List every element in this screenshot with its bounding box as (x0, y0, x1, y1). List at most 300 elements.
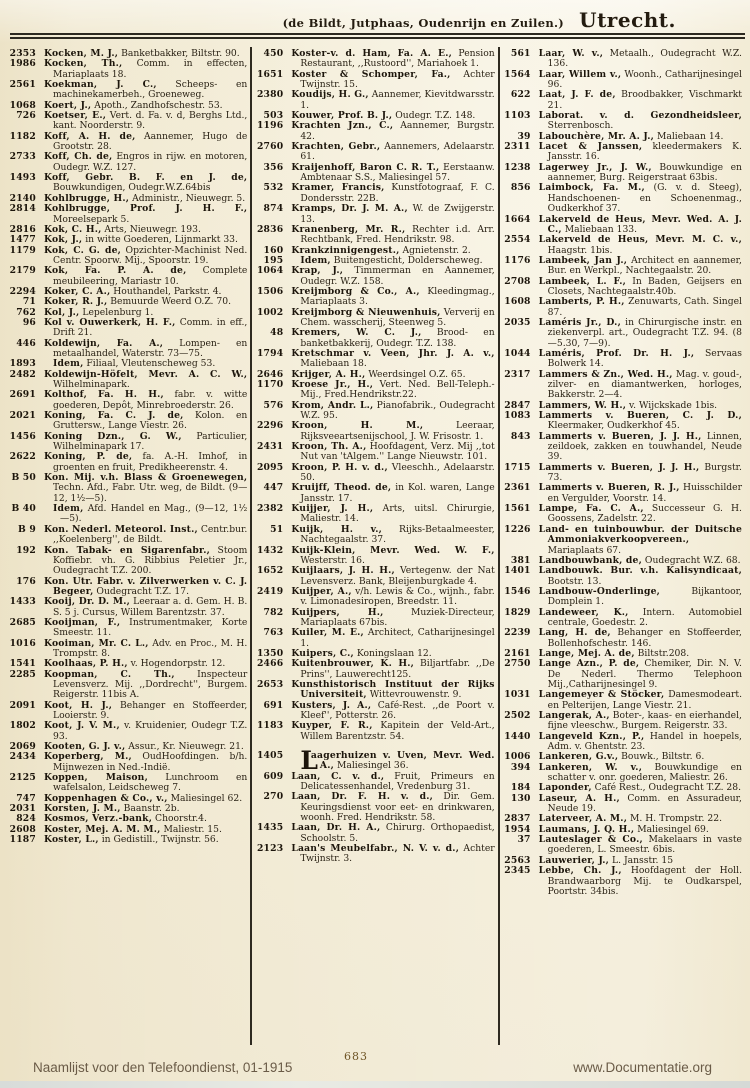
directory-entry (255, 504, 494, 525)
entry-text: Laan, Dr. H. A., Chirurg. Orthopaedist, Schoolstr. 5. (291, 822, 495, 844)
entry-name: Koster-v. d. Ham, Fa. A. E., (291, 48, 452, 59)
entry-name: Laméris Jr., D., (538, 316, 621, 328)
entry-name: Lammers, W. H., (538, 399, 627, 411)
entry-name: Kouwer, Prof. B. J., (291, 110, 393, 122)
entry-number: 2296 (256, 420, 284, 432)
entry-number: 2353 (9, 48, 36, 59)
entry-name: Labouchère, Mr. A. J., (538, 130, 655, 142)
directory-entry (255, 823, 494, 844)
entry-text: Lakerveld de Heus, Mevr. M. C. v., Haagstr. 1bis. (538, 234, 742, 256)
entry-name: Lammers & Zn., Wed. H., (538, 368, 673, 380)
entry-text: Koff, A. H. de, Aannemer, Hugo de Grootstr. 28. (44, 130, 248, 153)
entry-name: Koppen, Maison, (44, 772, 148, 784)
entry-text: Kroon, Th. A., Hoofdagent, Verz. Mij ,,tot Nut van 'tAlgem.'' Lange Nieuwstr. 101. (291, 441, 495, 463)
entry-number: 1561 (504, 503, 531, 515)
entry-text: Kunsthistorisch Instituut der Rijks Universiteit, Wittevrouwenstr. 9. (291, 678, 495, 701)
directory-entry (8, 701, 247, 722)
entry-number: 37 (517, 834, 531, 846)
directory-entry (255, 204, 494, 225)
entry-text: Krap, J., Timmerman en Aannemer, Oudegr. W.Z. 158. (291, 265, 495, 287)
entry-number: 2311 (504, 141, 531, 153)
directory-entry (255, 680, 494, 701)
entry-text: Landbouwbank, de, Oudegracht W.Z. 68. (538, 554, 741, 566)
entry-text: Lagerwey Jr., J. W., Bouwkundige en aannemer, Burg. Reigerstraat 63bis. (538, 161, 742, 184)
directory-entry (503, 483, 742, 504)
entry-number: 2561 (9, 79, 36, 91)
entry-text: Laat, J. F. de, Broodbakker, Vischmarkt 21. (538, 89, 742, 111)
directory-entry (255, 546, 494, 567)
directory-entry (503, 90, 742, 111)
directory-entry (503, 659, 742, 690)
entry-name: Laan, C. v. d., (291, 770, 385, 782)
entry-text: Lakerveld de Heus, Mevr. Wed. A. J. C., Maliebaan 133. (538, 213, 742, 235)
entry-number: 39 (517, 130, 531, 142)
entry-number: 1103 (504, 110, 531, 122)
entry-number: 1006 (504, 751, 531, 763)
entry-text: Kuijk, H. v., Rijks-Betaalmeester, Nachtegaalstr. 37. (291, 523, 495, 546)
directory-entry (255, 225, 494, 246)
entry-name: Laar, Willem v., (538, 68, 622, 80)
directory-entry (503, 256, 742, 277)
entry-text: Kohlbrugge, H., Administr., Nieuwegr. 5. (44, 192, 246, 204)
directory-column-3 (498, 47, 745, 1045)
directory-entry (503, 835, 742, 856)
entry-number: 1433 (9, 596, 36, 608)
entry-name: Langemeyer & Stöcker, (538, 689, 665, 701)
entry-number: 1493 (9, 172, 36, 184)
section-dropcap: L (300, 746, 318, 776)
directory-entry (503, 504, 742, 525)
entry-text: Kol v. Ouwerkerk, H. F., Comm. in eff., Drift 21. (44, 316, 248, 339)
entry-number: 856 (510, 182, 531, 194)
entry-name: Kuiler, M. E., (291, 627, 364, 639)
directory-entry (255, 483, 494, 504)
entry-number: 1176 (504, 254, 531, 266)
entry-text: Lammers, W. H., v. Wijckskade 1bis. (538, 399, 718, 411)
entry-number: 1893 (9, 358, 36, 370)
page-footer (33, 1056, 712, 1078)
entry-number: 2847 (504, 399, 531, 411)
entry-text: Idem, Afd. Handel en Mag., (9—12, 1½—5). (53, 503, 248, 525)
entry-name: Kohlbrugge, Prof. J. H. F., (44, 203, 248, 215)
entry-name: Kosmos, Verz.-bank, (44, 813, 153, 825)
directory-column-1 (8, 47, 250, 1045)
directory-entry (503, 711, 742, 732)
page-header (0, 8, 676, 32)
entry-name: Koning Dzn., G. W., (44, 430, 182, 442)
entry-text: Koster, Mej. A. M. M., Maliestr. 15. (44, 823, 222, 835)
entry-number: 1986 (9, 58, 36, 70)
entry-number: 2140 (9, 192, 36, 204)
entry-name: Kroon, H. M., (291, 420, 424, 432)
entry-number: 1440 (504, 730, 531, 742)
directory-entry (255, 844, 494, 865)
entry-number: 2708 (504, 275, 531, 287)
entry-text: Lamberts, P. H., Zenuwarts, Cath. Singel 87. (538, 296, 742, 318)
entry-text: Koldewijn, Fa. A., Lompen- en metaalhandel, Waterstr. 73—75. (44, 337, 248, 359)
entry-name: Laar, W. v., (538, 48, 604, 59)
entry-name: Laterveer, A. M., (538, 813, 628, 825)
entry-number: 691 (263, 699, 284, 711)
directory-column-2 (250, 47, 497, 1045)
entry-number: 176 (16, 575, 36, 587)
directory-entry (8, 670, 247, 701)
entry-text: Kroon, H. M., Leeraar, Rijksveeartsenijschool, J. W. Frisostr. 1. (291, 420, 495, 442)
footer-source-label: Naamlijst voor den Telefoondienst, 01-1915 (33, 1059, 293, 1075)
entry-text: Kuijk-Klein, Mevr. Wed. W. F., Westerstr. 16. (291, 544, 495, 566)
entry-name: Laan's Meubelfabr., N. V. v. d., (291, 843, 460, 855)
directory-entry (8, 246, 247, 267)
entry-number: 2434 (9, 751, 36, 763)
entry-number: 71 (22, 296, 36, 308)
directory-entry (503, 794, 742, 815)
entry-text: Kooijman, F., Instrumentmaker, Korte Smeestr. 11. (44, 616, 248, 639)
entry-name: Krachten, Gebr., (291, 141, 381, 153)
entry-number: 2685 (9, 616, 36, 628)
entry-text: Koekman, J. C., Scheeps- en machinekamerbeh., Groeneweg. (44, 79, 248, 101)
entry-text: Koppenhagen & Co., v., Maliesingel 62. (44, 792, 243, 804)
entry-text: Lebbe, Ch. J., Hoofdagent der Holl. Brandwaarborg Mij. te Oudkarspel, Poortstr. 34bis. (538, 865, 742, 897)
entry-text: Lacet & Janssen, kleedermakers K. Jansstr. 16. (538, 141, 742, 163)
entry-number: 1031 (504, 689, 531, 701)
entry-text: Laar, W. v., Metaalh., Oudegracht W.Z. 136. (538, 48, 742, 70)
entry-text: Koker, R. J., Bemuurde Weerd O.Z. 70. (44, 296, 231, 308)
directory-entry (255, 587, 494, 608)
entry-name: Lakerveld de Heus, Mevr. M. C. v., (538, 234, 742, 246)
entry-text: Kol, J., Lepelenburg 1. (44, 306, 154, 318)
entry-number: 2239 (504, 627, 531, 639)
directory-entry (503, 70, 742, 91)
entry-text: Kon. Utr. Fabr. v. Zilverwerken v. C. J. Begeer, Oudegracht T.Z. 17. (44, 575, 248, 597)
entry-text: Lange Azn., P. de, Chemiker, Dir. N. V. De Nederl. Thermo Telephoon Mij.,Catharijnesingel 9. (538, 658, 742, 690)
entry-name: Kuijpers, H., (291, 606, 384, 618)
entry-number: 2317 (504, 368, 531, 380)
entry-name: Kusters, J. A., (291, 699, 372, 711)
entry-number: 2161 (504, 647, 531, 659)
entry-number: 195 (263, 254, 284, 266)
entry-number: B 50 (11, 472, 36, 484)
entry-text: Landbouwk. Bur. v.h. Kalisyndicaat, Bootstr. 13. (538, 565, 742, 587)
directory-entry (255, 421, 494, 442)
entry-name: Land- en tuinbouwbur. der Duitsche Ammoniakverkoopvereen., (538, 523, 742, 546)
entry-number: 824 (16, 813, 36, 825)
entry-name: Kroon, Th. A., (291, 441, 367, 453)
entry-number: 576 (263, 399, 284, 411)
directory-entry (255, 308, 494, 329)
entry-name: Kocken, Th., (44, 58, 123, 70)
entry-number: 2031 (9, 803, 36, 815)
entry-text: Kocken, Th., Comm. in effecten, Mariaplaats 18. (44, 58, 248, 80)
entry-text: Kooten, G. J. v., Assur., Kr. Nieuwegr. 21. (44, 741, 244, 753)
entry-name: Koetser, E., (44, 110, 107, 122)
directory-entry (503, 525, 742, 556)
entry-number: 1016 (9, 637, 36, 649)
entry-text: Lammerts v. Bueren, R. J., Huisschilder en Vergulder, Voorstr. 14. (538, 482, 742, 504)
entry-number: 1652 (256, 565, 284, 577)
entry-text: Kuijlaars, J. H. H., Vertegenw. der Nat Levensverz. Bank, Bleijenburgkade 4. (291, 565, 495, 587)
directory-entry (255, 463, 494, 484)
entry-text: Lammerts v. Bueren, C. J. D., Kleermaker, Oudkerkhof 45. (538, 410, 742, 432)
directory-entry (503, 587, 742, 608)
entry-number: 1064 (256, 265, 284, 277)
entry-text: Kuiler, M. E., Architect, Catharijnesingel 1. (291, 627, 495, 649)
scan-edge-strip (0, 1081, 750, 1088)
entry-text: Kuipers, C., Koningslaan 12. (291, 647, 432, 659)
entry-text: Idem, Filiaal, Vleutenscheweg 53. (53, 358, 216, 370)
directory-entry (8, 752, 247, 773)
entry-number: 51 (270, 523, 284, 535)
entry-number: 2733 (9, 151, 36, 163)
entry-number: 446 (16, 337, 36, 349)
directory-entry (255, 525, 494, 546)
directory-entry (503, 318, 742, 349)
directory-entry (255, 49, 494, 70)
entry-name: Lampe, Fa. C. A., (538, 503, 644, 515)
entry-number: 2123 (256, 843, 284, 855)
entry-name: Koldewijn, Fa. A., (44, 337, 164, 349)
entry-name: Koot, H. J., (44, 699, 113, 711)
entry-name: Kuitenbrouwer, K. H., (291, 658, 415, 670)
entry-text: Kreijmborg & Nieuwenhuis, Ververij en Chem. wasscherij, Steenweg 5. (291, 306, 495, 328)
entry-name: Kooijman, F., (44, 616, 121, 628)
entry-number: 2285 (9, 668, 36, 680)
entry-number: B 9 (18, 523, 36, 535)
directory-entry (8, 318, 247, 339)
entry-number: 1432 (256, 544, 284, 556)
entry-text: Kuijpers, H., Muziek-Directeur, Mariaplaats 67bis. (291, 606, 495, 628)
entry-name: Kooten, G. J. v., (44, 741, 126, 753)
entry-text: Lammers & Zn., Wed. H., Mag. v. goud-, zilver- en diamantwerken, horloges, Bakkerstr. 2—4. (538, 368, 742, 401)
entry-number: 1405 (256, 750, 284, 762)
entry-name: Lange, Mej. A. de, (538, 647, 635, 659)
entry-name: Kuipers, C., (291, 647, 354, 659)
directory-entry (503, 463, 742, 484)
entry-text: Kok, C. H., Arts, Nieuwegr. 193. (44, 223, 201, 235)
entry-number: 2622 (9, 451, 36, 463)
entry-text: Kok, Fa. P. A. de, Complete meubileering, Mariastr 10. (44, 265, 248, 287)
entry-text: Laan, C. v. d., Fruit, Primeurs en Delicatessenhandel, Vredenburg 31. (291, 770, 495, 793)
entry-name: Koff, Gebr. B. F. en J. de, (44, 172, 248, 184)
entry-number: 2653 (256, 678, 284, 690)
entry-text: Kremers, W. C. J., Brood- en banketbakkerij, Oudegr. T.Z. 138. (291, 327, 495, 349)
directory-entry (503, 628, 742, 649)
entry-number: 2021 (9, 410, 36, 422)
entry-number: 2750 (504, 658, 531, 670)
entry-name: Lacet & Janssen, (538, 141, 643, 153)
directory-entry (503, 277, 742, 298)
directory-entry (8, 618, 247, 639)
directory-entry (8, 390, 247, 411)
entry-name: Kol, J., (44, 306, 80, 318)
entry-number: 1002 (256, 306, 284, 318)
entry-text: Lambeek, Jan J., Architect en aannemer, Bur. en Werkpl., Nachtegaalstr. 20. (538, 254, 742, 277)
entry-text: Kuitenbrouwer, K. H., Biljartfabr. ,,De Prins'', Lauwerecht125. (291, 658, 495, 680)
entry-name: Langerak, A., (538, 710, 610, 721)
entry-name: Koff, Ch. de, (44, 151, 113, 163)
directory-entry (503, 866, 742, 897)
entry-number: 503 (263, 110, 284, 122)
entry-number: 2691 (9, 389, 36, 401)
directory-entry (503, 432, 742, 463)
entry-text: Kolthof, Fa. H. H., fabr. v. witte goederen, Depôt, Minrebroederstr. 26. (44, 389, 248, 411)
entry-name: Kolthof, Fa. H. H., (44, 389, 164, 401)
entry-number: 2069 (9, 741, 36, 753)
directory-entry (8, 111, 247, 132)
entry-number: 130 (510, 792, 531, 804)
entry-text: Land- en tuinbouwbur. der Duitsche Ammoniakverkoopvereen., Mariaplaats 67. (538, 523, 742, 556)
entry-name: Krijger, A. H., (291, 368, 366, 380)
entry-name: Lange Azn., P. de, (538, 658, 640, 670)
entry-number: 1170 (256, 379, 284, 390)
directory-entry (503, 566, 742, 587)
directory-entry (8, 432, 247, 453)
directory-entry (8, 577, 247, 598)
entry-number: 2502 (504, 710, 531, 721)
directory-entry (503, 608, 742, 629)
directory-entry (255, 442, 494, 463)
entry-name: Koekman, J. C., (44, 79, 157, 91)
directory-entry (8, 452, 247, 473)
entry-text: Krachten, Gebr., Aannemers, Adelaarstr. 61. (291, 141, 495, 163)
entry-text: Kuyper, F. R., Kapitein der Veld-Art., Willem Barentzstr. 54. (291, 720, 495, 742)
entry-text: Koolhaas, P. H., v. Hogendorpstr. 12. (44, 658, 226, 670)
directory-entry (255, 792, 494, 823)
entry-name: Koert, J., (44, 99, 92, 111)
entry-number: 874 (263, 203, 284, 215)
entry-text: Kreijmborg & Co., A., Kleedingmag., Mariaplaats 3. (291, 285, 495, 308)
entry-text: Laméris Jr., D., in Chirurgische instr. en ziekenverpl. art., Oudegracht T.Z. 94. (8—5.30, 7—9). (538, 316, 742, 349)
directory-entry (255, 90, 494, 111)
directory-entry (8, 132, 247, 153)
entry-text: Koff, Ch. de, Engros in rijw. en motoren, Oudegr. W.Z. 127. (44, 151, 248, 173)
entry-name: Kol v. Ouwerkerk, H. F., (44, 316, 176, 328)
entry-text: Laan, Dr. F. H. v. d., Dir. Gem. Keuringsdienst voor eet- en drinkwaren, woonh. Fred. Hendrikstr. 58. (291, 791, 495, 824)
entry-number: 2814 (9, 203, 36, 215)
entry-name: Lebbe, Ch. J., (538, 865, 622, 877)
entry-name: Kok, C. G. de, (44, 244, 122, 256)
directory-entry (503, 235, 742, 256)
entry-number: 381 (510, 554, 531, 566)
entry-text: Langerak, A., Boter-, kaas- en eierhandel, fijne vleeschw., Burgem. Reigerstr. 33. (538, 710, 742, 732)
directory-entry (255, 701, 494, 722)
entry-name: Laan, Dr. F. H. v. d., (291, 791, 434, 803)
entry-text: Krijger, A. H., Weerdsingel O.Z. 65. (291, 368, 466, 380)
entry-name: Idem, (53, 503, 84, 515)
entry-number: 1401 (504, 565, 531, 577)
directory-entry (255, 266, 494, 287)
entry-number: 843 (510, 430, 531, 442)
entry-name: Kranenberg, Mr. R., (291, 223, 406, 235)
entry-number: 763 (263, 627, 284, 639)
header-city-title: Utrecht. (579, 8, 676, 32)
entry-text: Koff, Gebr. B. F. en J. de, Bouwkundigen, Oudegr.W.Z.64bis (44, 172, 248, 194)
entry-name: Koperberg, M., (44, 751, 132, 763)
entry-number: 2431 (256, 441, 284, 453)
entry-number: 1954 (504, 823, 531, 835)
entry-name: Kramer, Francis, (291, 182, 385, 194)
entry-name: Laat, J. F. de, (538, 89, 616, 101)
entry-name: Kooij, Dr. D. M., (44, 596, 131, 608)
entry-name: Kroese Jr., H., (291, 379, 374, 390)
entry-text: Lankeren, G.v., Bouwk., Biltstr. 6. (538, 751, 705, 763)
entry-name: Kon. Tabak- en Sigarenfabr., (44, 544, 211, 556)
entry-name: Koot, J. V. M., (44, 720, 120, 732)
directory-entry (8, 504, 247, 525)
entry-name: Lauwerier, J., (538, 854, 610, 866)
entry-number: 1068 (9, 99, 36, 111)
directory-entry (8, 59, 247, 80)
entry-text: Kroese Jr., H., Vert. Ned. Bell-Teleph.-Mij., Fred.Hendrikstr.22. (291, 379, 495, 401)
entry-number: 1608 (504, 296, 531, 308)
entry-name: Kreijmborg & Nieuwenhuis, (291, 306, 441, 318)
entry-number: 1187 (9, 834, 36, 846)
entry-name: Lagerwey Jr., J. W., (538, 161, 652, 173)
directory-entry (8, 80, 247, 101)
directory-columns (8, 47, 745, 1045)
entry-name: Kuyper, F. R., (291, 720, 373, 732)
entry-name: Krap, J., (291, 265, 344, 277)
entry-text: Koot, H. J., Behanger en Stoffeerder, Looierstr. 9. (44, 699, 248, 721)
entry-text: Koperberg, M., OudHoofdingen. b/h. Mijnwezen in Ned.-Indië. (44, 751, 248, 773)
entry-text: Kraijenhoff, Baron C. R. T., Eerstaanw. Ambtenaar S.S., Maliesingel 57. (291, 161, 495, 184)
entry-name: Koning, Fa. C. J. de, (44, 410, 184, 422)
entry-number: 1196 (256, 120, 284, 132)
entry-name: Krachten Jzn., C., (291, 120, 394, 132)
entry-text: Kooij, Dr. D. M., Leeraar a. d. Gem. H. B. S. 5 j. Cursus, Willem Barentzstr. 37. (44, 596, 248, 618)
entry-number: 762 (16, 306, 36, 318)
entry-text: Landbouw-Onderlinge, Bijkantoor, Domplein 1. (538, 585, 742, 608)
entry-text: Kooiman, Mr. C. L., Adv. en Proc., M. H. Trompstr. 8. (44, 637, 248, 659)
entry-text: Kuijper, A., v/h. Lewis & Co., wijnh., fabr. v. Limonadesiropen, Breedstr. 11. (291, 585, 495, 608)
entry-text: Laseur, A. H., Comm. en Assuradeur, Neude 19. (538, 792, 742, 815)
entry-number: 561 (510, 48, 531, 59)
entry-name: Kreijmborg & Co., A., (291, 285, 420, 297)
entry-text: Landeweer, K., Intern. Automobiel centrale, Goedestr. 2. (538, 606, 742, 628)
entry-number: 2125 (9, 772, 36, 784)
entry-name: Koning, P. de, (44, 451, 133, 463)
entry-name: Laumans, J. Q. H., (538, 823, 635, 835)
entry-name: Kuijjer, J. H., (291, 503, 374, 515)
entry-name: Lambeek, Jan J., (538, 254, 628, 266)
entry-number: 1829 (504, 606, 531, 618)
entry-text: Lang, H. de, Behanger en Stoffeerder, Bollenhofschestr. 146. (538, 627, 742, 649)
entry-text: Lampe, Fa. C. A., Successeur G. H. Goossens, Zadelstr. 22. (538, 503, 742, 525)
entry-text: Laan's Meubelfabr., N. V. v. d., Achter Twijnstr. 3. (291, 843, 495, 865)
entry-text: Krankzinnigengest., Agnietenstr. 2. (291, 244, 471, 256)
directory-entry (255, 163, 494, 184)
directory-entry (503, 49, 742, 70)
directory-entry (255, 608, 494, 629)
entry-name: Laméris, Prof. Dr. H. J., (538, 347, 695, 359)
entry-number: 1477 (9, 234, 36, 246)
directory-entry (255, 287, 494, 308)
directory-entry (8, 721, 247, 742)
entry-text: Koert, J., Apoth., Zandhofschestr. 53. (44, 99, 223, 111)
entry-number: B 40 (11, 503, 36, 515)
directory-entry (8, 411, 247, 432)
entry-name: Kocken, M. J., (44, 48, 119, 59)
entry-number: 1226 (504, 523, 531, 535)
entry-number: 1238 (504, 161, 531, 173)
entry-number: 2836 (256, 223, 284, 235)
entry-text: Kuijjer, J. H., Arts, uitsl. Chirurgie, Maliestr. 14. (291, 503, 495, 525)
directory-entry (503, 183, 742, 214)
directory-entry (8, 152, 247, 173)
entry-number: 747 (16, 792, 36, 804)
directory-entry (8, 473, 247, 504)
entry-name: Lauteslager & Co., (538, 834, 643, 846)
entry-number: 622 (510, 89, 531, 101)
